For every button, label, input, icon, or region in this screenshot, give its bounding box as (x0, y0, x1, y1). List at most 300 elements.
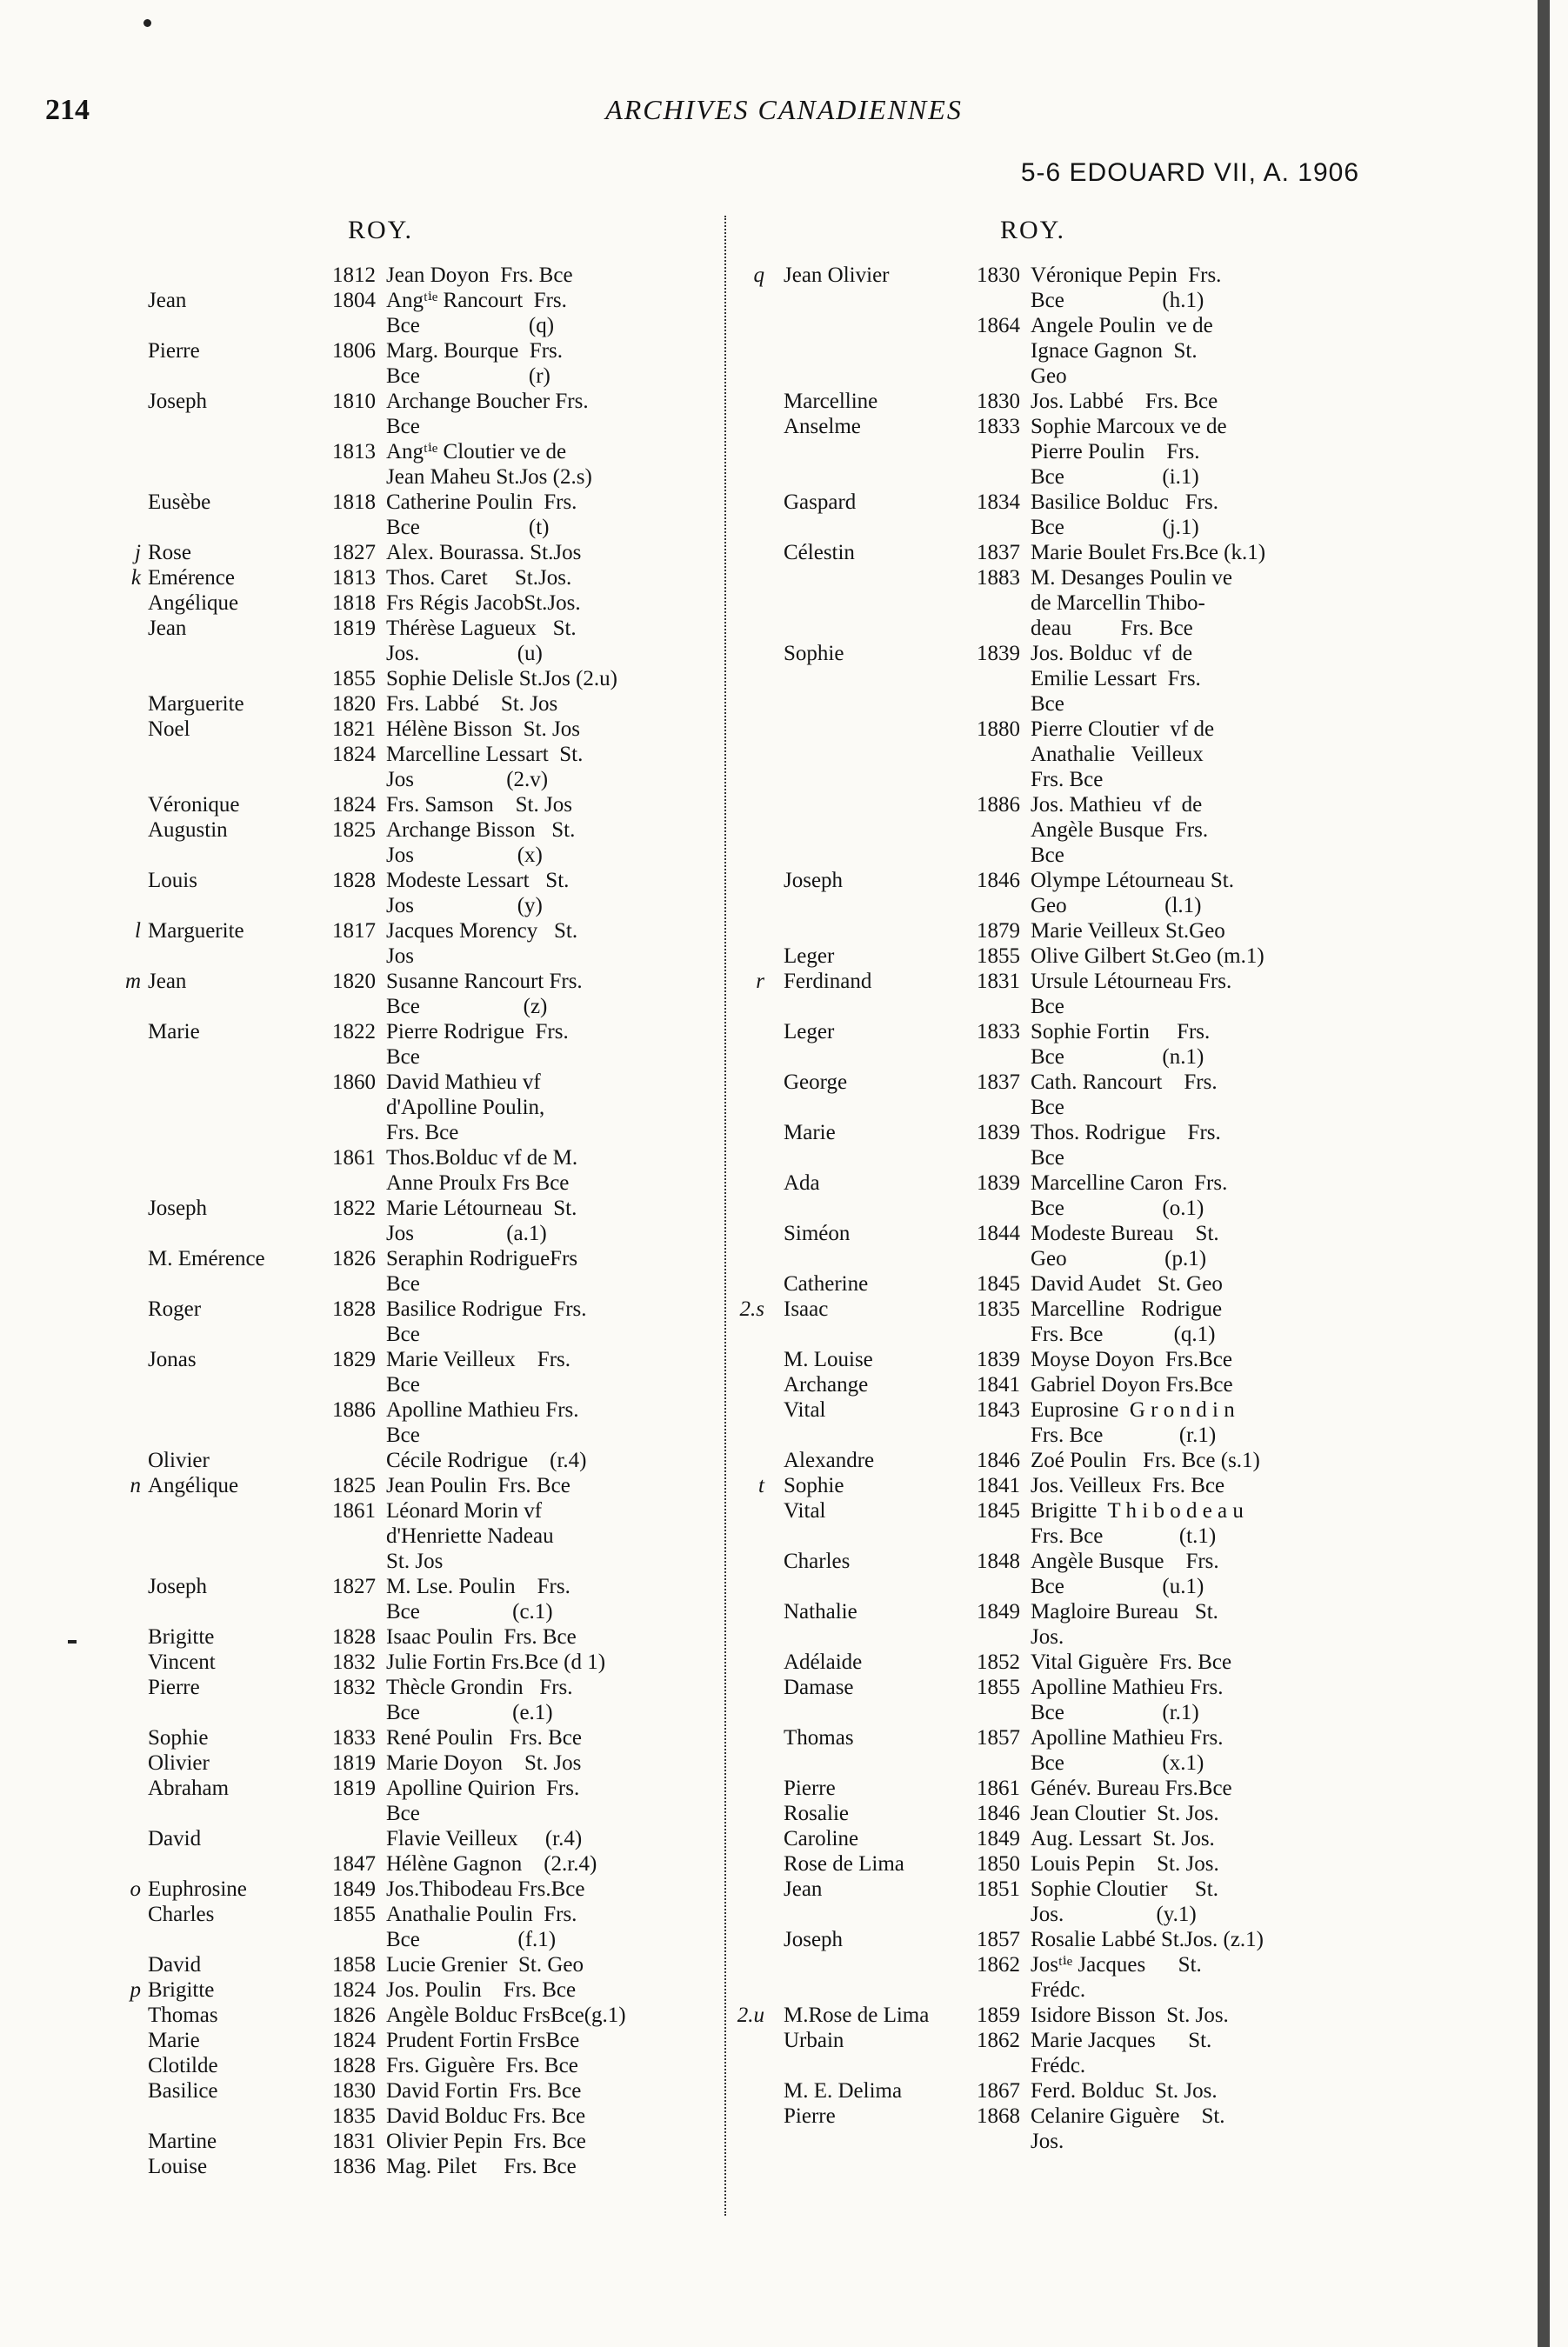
session-line: 5-6 EDOUARD VII, A. 1906 (1020, 158, 1359, 187)
child-name: Célestin (784, 541, 855, 564)
record-line (332, 288, 715, 313)
record-line (332, 1019, 715, 1044)
marriage-record (977, 1347, 1359, 1372)
child-name: Vital (784, 1398, 826, 1422)
child-name: Pierre (148, 339, 200, 363)
record-line (332, 1776, 715, 1801)
record-line (977, 2003, 1359, 2028)
child-name: Marie (148, 2029, 200, 2052)
record-line (332, 1826, 715, 1851)
genealogy-entry (35, 868, 722, 918)
child-name: Alexandre (784, 1449, 875, 1472)
marriage-record (977, 1549, 1359, 1599)
spouse-and-parish: Isidore Bisson St. Jos. (1031, 2004, 1229, 2027)
genealogy-entry (35, 1246, 722, 1297)
marriage-record (332, 1952, 715, 1977)
child-name: David (148, 1953, 202, 1977)
marriage-year: 1828 (332, 869, 376, 892)
child-name: Louise (148, 2155, 208, 2178)
spouse-and-parish: Marie Veilleux Frs. (386, 1348, 571, 1371)
marriage-year: 1819 (332, 1751, 376, 1775)
spouse-and-parish: Susanne Rancourt Frs. (386, 970, 583, 993)
record-line (332, 540, 715, 565)
record-continuation: Anathalie Veilleux (1031, 743, 1204, 766)
spouse-and-parish: Jean Poulin Frs. Bce (386, 1474, 570, 1497)
genealogy-entry (735, 1650, 1370, 1675)
spouse-and-parish: Cécile Rodrigue (r.4) (386, 1449, 587, 1472)
cross-reference-mark: o (130, 1877, 141, 1901)
spouse-and-parish: Aug. Lessart St. Jos. (1031, 1827, 1215, 1850)
genealogy-entry (35, 288, 722, 338)
child-name: Basilice (148, 2079, 218, 2103)
spouse-and-parish: Angᵗⁱᵉ Rancourt Frs. (386, 289, 567, 312)
marriage-year: 1837 (977, 1070, 1020, 1094)
child-name: Eusèbe (148, 490, 211, 514)
spouse-and-parish: Hélène Bisson St. Jos (386, 717, 580, 741)
marriage-record (977, 1927, 1359, 1952)
marriage-year: 1851 (977, 1877, 1020, 1901)
marriage-record (977, 490, 1359, 540)
spouse-and-parish: Alex. Bourassa. St.Jos (386, 541, 582, 564)
record-continuation: Jos. (u) (386, 642, 543, 665)
marriage-record (977, 1120, 1359, 1170)
marriage-year: 1828 (332, 1625, 376, 1649)
record-line (332, 1877, 715, 1902)
record-continuation: Jos (x) (386, 843, 543, 867)
marriage-record (977, 1599, 1359, 1650)
genealogy-entry (735, 1372, 1370, 1397)
record-line (332, 1196, 715, 1221)
marriage-year: 1804 (332, 289, 376, 312)
genealogy-entry (35, 1877, 722, 1902)
genealogy-entry (35, 717, 722, 742)
record-continuation: Frédc. (1031, 2054, 1086, 2077)
spouse-and-parish: Olivier Pepin Frs. Bce (386, 2130, 586, 2153)
record-continuation: Bce (u.1) (1031, 1575, 1204, 1598)
child-name: Leger (784, 944, 835, 968)
record-line (977, 1221, 1359, 1246)
child-name: Thomas (148, 2004, 218, 2027)
spouse-and-parish: Anathalie Poulin Frs. (386, 1903, 577, 1926)
child-name: Marie (148, 1020, 200, 1043)
marriage-year: 1813 (332, 566, 376, 590)
genealogy-entry (735, 1297, 1370, 1347)
child-name: Marie (784, 1121, 836, 1144)
marriage-year: 1831 (332, 2130, 376, 2153)
marriage-record (332, 666, 715, 691)
genealogy-entry (35, 1750, 722, 1776)
child-name: Roger (148, 1297, 202, 1321)
spouse-and-parish: Vital Giguère Frs. Bce (1031, 1650, 1232, 1674)
record-continuation: Jos. (1031, 1625, 1064, 1649)
spouse-and-parish: Apolline Mathieu Frs. (1031, 1726, 1224, 1750)
genealogy-entry (35, 1851, 722, 1877)
spouse-and-parish: Modeste Bureau St. (1031, 1222, 1219, 1245)
genealogy-entry (735, 1019, 1370, 1070)
record-line (977, 1650, 1359, 1675)
marriage-year: 1826 (332, 2004, 376, 2027)
genealogy-entry (735, 969, 1370, 1019)
genealogy-entry (35, 263, 722, 288)
marriage-year: 1827 (332, 1575, 376, 1598)
record-line (977, 1826, 1359, 1851)
marriage-year: 1825 (332, 1474, 376, 1497)
genealogy-entry (35, 616, 722, 666)
spouse-and-parish: Léonard Morin vf (386, 1499, 543, 1523)
spouse-and-parish: Thérèse Lagueux St. (386, 617, 577, 640)
marriage-record (332, 1977, 715, 2003)
child-name: Noel (148, 717, 190, 741)
genealogy-entry (35, 1070, 722, 1145)
child-name: Marcelline (784, 390, 878, 413)
marriage-record (332, 918, 715, 969)
marriage-year: 1830 (977, 263, 1020, 287)
record-line (332, 1347, 715, 1372)
marriage-year: 1839 (977, 1348, 1020, 1371)
record-line (977, 1473, 1359, 1498)
marriage-record (332, 1650, 715, 1675)
marriage-year: 1831 (977, 970, 1020, 993)
record-line (977, 717, 1359, 742)
marriage-record (977, 2003, 1359, 2028)
marriage-year: 1879 (977, 919, 1020, 943)
record-continuation: Jos. (1031, 2130, 1064, 2153)
spouse-and-parish: René Poulin Frs. Bce (386, 1726, 582, 1750)
marriage-year: 1821 (332, 717, 376, 741)
marriage-year: 1846 (977, 1449, 1020, 1472)
marriage-year: 1830 (977, 390, 1020, 413)
record-line (977, 641, 1359, 666)
record-line (332, 717, 715, 742)
column-heading-left: ROY. (348, 216, 413, 244)
record-continuation: St. Jos (386, 1550, 444, 1573)
record-continuation: Geo (p.1) (1031, 1247, 1207, 1270)
column-divider (724, 216, 726, 2216)
marriage-record (332, 565, 715, 590)
marriage-record (332, 2053, 715, 2078)
spouse-and-parish: Thos.Bolduc vf de M. (386, 1146, 578, 1170)
child-name: Jean (148, 289, 187, 312)
child-name: Joseph (148, 1197, 208, 1220)
spouse-and-parish: Euprosine G r o n d i n (1031, 1398, 1235, 1422)
marriage-year: 1836 (332, 2155, 376, 2178)
spouse-and-parish: Sophie Fortin Frs. (1031, 1020, 1211, 1043)
marriage-year: 1847 (332, 1852, 376, 1876)
spouse-and-parish: Isaac Poulin Frs. Bce (386, 1625, 577, 1649)
record-continuation: Bce (386, 1323, 420, 1346)
record-line (977, 868, 1359, 893)
record-continuation: Ignace Gagnon St. (1031, 339, 1198, 363)
record-line (977, 1675, 1359, 1700)
record-continuation: Bce (j.1) (1031, 516, 1199, 539)
child-name: Adélaide (784, 1650, 863, 1674)
genealogy-entry (735, 868, 1370, 918)
genealogy-entry (735, 1851, 1370, 1877)
record-line (977, 1070, 1359, 1095)
record-continuation: Jos (2.v) (386, 768, 549, 791)
marriage-record (332, 590, 715, 616)
spouse-and-parish: Archange Boucher Frs. (386, 390, 589, 413)
child-name: M.Rose de Lima (784, 2004, 930, 2027)
spouse-and-parish: Modeste Lessart St. (386, 869, 570, 892)
genealogy-entry (735, 1725, 1370, 1776)
marriage-record (977, 1675, 1359, 1725)
column-heading-right: ROY. (1000, 216, 1065, 244)
record-line (977, 1271, 1359, 1297)
marriage-record (332, 1902, 715, 1952)
marriage-year: 1833 (977, 415, 1020, 438)
marriage-record (332, 1397, 715, 1448)
record-continuation: Bce (1031, 1096, 1064, 1119)
spouse-and-parish: Hélène Gagnon (2.r.4) (386, 1852, 597, 1876)
marriage-year: 1846 (977, 869, 1020, 892)
record-line (977, 1549, 1359, 1574)
marriage-record (977, 717, 1359, 792)
marriage-year: 1820 (332, 970, 376, 993)
record-line (977, 540, 1359, 565)
marriage-year: 1855 (332, 1903, 376, 1926)
spouse-and-parish: Cath. Rancourt Frs. (1031, 1070, 1218, 1094)
marriage-year: 1860 (332, 1070, 376, 1094)
marriage-record (332, 1196, 715, 1246)
cross-reference-mark: 2.s (739, 1297, 764, 1321)
spouse-and-parish: Brigitte T h i b o d e a u (1031, 1499, 1244, 1523)
spouse-and-parish: Marie Doyon St. Jos (386, 1751, 582, 1775)
genealogy-entry (35, 2028, 722, 2053)
genealogy-entry (735, 2003, 1370, 2028)
marriage-year: 1839 (977, 1171, 1020, 1195)
marriage-record (977, 969, 1359, 1019)
genealogy-entry (35, 817, 722, 868)
marriage-record (977, 2078, 1359, 2104)
genealogy-entry (35, 969, 722, 1019)
spouse-and-parish: Flavie Veilleux (r.4) (386, 1827, 583, 1850)
record-line (977, 2104, 1359, 2129)
marriage-year: 1834 (977, 490, 1020, 514)
record-continuation: Jos (y) (386, 894, 543, 917)
marriage-record (332, 2154, 715, 2179)
spouse-and-parish: Génév. Bureau Frs.Bce (1031, 1777, 1232, 1800)
child-name: Joseph (148, 1575, 208, 1598)
record-line (977, 1397, 1359, 1423)
record-line (332, 590, 715, 616)
record-line (332, 1650, 715, 1675)
spouse-and-parish: Pierre Cloutier vf de (1031, 717, 1215, 741)
child-name: Charles (784, 1550, 851, 1573)
marriage-record (332, 792, 715, 817)
genealogy-entry (735, 565, 1370, 641)
record-continuation: Bce (386, 1045, 420, 1069)
marriage-year: 1828 (332, 2054, 376, 2077)
genealogy-entry (35, 1952, 722, 1977)
marriage-year: 1868 (977, 2104, 1020, 2128)
record-line (332, 490, 715, 515)
genealogy-entry (35, 1347, 722, 1397)
record-continuation: Frs. Bce (386, 1121, 459, 1144)
record-continuation: Geo (l.1) (1031, 894, 1202, 917)
genealogy-entry (35, 666, 722, 691)
record-continuation: Geo (1031, 364, 1067, 388)
record-line (977, 1170, 1359, 1196)
child-name: Gaspard (784, 490, 857, 514)
marriage-record (332, 1448, 715, 1473)
record-continuation: Frs. Bce (q.1) (1031, 1323, 1216, 1346)
child-name: Emérence (148, 566, 235, 590)
genealogy-entry (35, 1725, 722, 1750)
marriage-year: 1829 (332, 1348, 376, 1371)
genealogy-entry (735, 2104, 1370, 2154)
marriage-record (332, 817, 715, 868)
record-continuation: Bce (q) (386, 314, 555, 337)
marriage-year: 1845 (977, 1499, 1020, 1523)
record-line (977, 1877, 1359, 1902)
marriage-record (332, 616, 715, 666)
record-line (332, 1902, 715, 1927)
genealogy-entry (35, 1473, 722, 1498)
marriage-year: 1812 (332, 263, 376, 287)
marriage-year: 1827 (332, 541, 376, 564)
spouse-and-parish: M. Lse. Poulin Frs. (386, 1575, 570, 1598)
spouse-and-parish: Marcelline Lessart St. (386, 743, 584, 766)
spouse-and-parish: Sophie Marcoux ve de (1031, 415, 1227, 438)
marriage-year: 1880 (977, 717, 1020, 741)
genealogy-entry (735, 1776, 1370, 1801)
cross-reference-mark: 2.u (737, 2004, 764, 2027)
genealogy-entry (35, 540, 722, 565)
record-continuation: Bce (o.1) (1031, 1197, 1204, 1220)
record-line (332, 1574, 715, 1599)
marriage-year: 1822 (332, 1197, 376, 1220)
spouse-and-parish: Frs. Samson St. Jos (386, 793, 572, 817)
genealogy-entry (735, 1271, 1370, 1297)
record-continuation: Frs. Bce (1031, 768, 1104, 791)
genealogy-entry (735, 1498, 1370, 1549)
marriage-year: 1855 (977, 944, 1020, 968)
spouse-and-parish: Jean Cloutier St. Jos. (1031, 1802, 1219, 1825)
child-name: Thomas (784, 1726, 854, 1750)
record-continuation: Bce (386, 1802, 420, 1825)
record-line (977, 2078, 1359, 2104)
genealogy-entry (35, 1145, 722, 1196)
record-line (332, 1498, 715, 1524)
record-line (332, 1750, 715, 1776)
marriage-year: 1862 (977, 2029, 1020, 2052)
child-name: M. Emérence (148, 1247, 265, 1270)
marriage-record (977, 1221, 1359, 1271)
marriage-year: 1855 (332, 667, 376, 690)
record-line (332, 666, 715, 691)
marriage-year: 1820 (332, 692, 376, 716)
genealogy-entry (735, 1221, 1370, 1271)
child-name: Vital (784, 1499, 826, 1523)
record-line (332, 1145, 715, 1170)
record-line (332, 1246, 715, 1271)
record-continuation: Bce (c.1) (386, 1600, 553, 1624)
child-name: Martine (148, 2130, 217, 2153)
marriage-year: 1861 (332, 1146, 376, 1170)
cross-reference-mark: l (135, 919, 141, 943)
marriage-record (332, 288, 715, 338)
record-line (332, 1397, 715, 1423)
genealogy-entry (35, 1297, 722, 1347)
child-name: David (148, 1827, 202, 1850)
record-line (977, 1297, 1359, 1322)
record-continuation: Bce (h.1) (1031, 289, 1204, 312)
child-name: Rosalie (784, 1802, 849, 1825)
record-continuation: Bce (r.1) (1031, 1701, 1199, 1724)
marriage-record (977, 1650, 1359, 1675)
record-continuation: Jean Maheu St.Jos (2.s) (386, 465, 592, 489)
record-line (977, 1851, 1359, 1877)
record-line (332, 1977, 715, 2003)
marriage-record (332, 1675, 715, 1725)
record-line (332, 1448, 715, 1473)
spouse-and-parish: Angele Poulin ve de (1031, 314, 1213, 337)
genealogy-entry (35, 389, 722, 439)
marriage-record (332, 389, 715, 439)
marriage-record (332, 2104, 715, 2129)
child-name: Brigitte (148, 1978, 215, 2002)
marriage-record (977, 868, 1359, 918)
spouse-and-parish: Thos. Caret St.Jos. (386, 566, 572, 590)
marriage-record (977, 414, 1359, 490)
record-line (332, 2129, 715, 2154)
genealogy-entry (35, 1624, 722, 1650)
spouse-and-parish: Lucie Grenier St. Geo (386, 1953, 584, 1977)
child-name: Clotilde (148, 2054, 218, 2077)
child-name: Jean (784, 1877, 823, 1901)
marriage-year: 1844 (977, 1222, 1020, 1245)
marriage-record (332, 2129, 715, 2154)
genealogy-entry (35, 590, 722, 616)
marriage-record (332, 1826, 715, 1851)
genealogy-entry (735, 263, 1370, 313)
marriage-year: 1852 (977, 1650, 1020, 1674)
marriage-record (977, 389, 1359, 414)
record-continuation: Bce (z) (386, 995, 548, 1018)
spouse-and-parish: Louis Pepin St. Jos. (1031, 1852, 1219, 1876)
child-name: Augustin (148, 818, 228, 842)
spouse-and-parish: Ursule Létourneau Frs. (1031, 970, 1232, 993)
spouse-and-parish: Pierre Rodrigue Frs. (386, 1020, 569, 1043)
spouse-and-parish: Marcelline Caron Frs. (1031, 1171, 1228, 1195)
marriage-year: 1839 (977, 1121, 1020, 1144)
record-line (977, 1952, 1359, 1977)
spouse-and-parish: Jos. Mathieu vf de (1031, 793, 1203, 817)
genealogy-entry (35, 490, 722, 540)
spouse-and-parish: M. Desanges Poulin ve (1031, 566, 1232, 590)
spouse-and-parish: Frs. Labbé St. Jos (386, 692, 558, 716)
genealogy-entry (35, 2154, 722, 2179)
genealogy-entry (35, 1448, 722, 1473)
record-line (977, 414, 1359, 439)
marriage-year: 1859 (977, 2004, 1020, 2027)
record-line (977, 1927, 1359, 1952)
marriage-year: 1846 (977, 1802, 1020, 1825)
genealogy-entry (735, 1397, 1370, 1448)
spouse-and-parish: Rosalie Labbé St.Jos. (z.1) (1031, 1928, 1264, 1951)
marriage-record (332, 2028, 715, 2053)
marriage-year: 1832 (332, 1650, 376, 1674)
child-name: Pierre (784, 1777, 836, 1800)
marriage-year: 1849 (977, 1600, 1020, 1624)
record-line (332, 868, 715, 893)
marriage-record (977, 792, 1359, 868)
marriage-record (332, 1070, 715, 1145)
child-name: Damase (784, 1676, 854, 1699)
spouse-and-parish: Angèle Bolduc FrsBce(g.1) (386, 2004, 626, 2027)
spouse-and-parish: Ferd. Bolduc St. Jos. (1031, 2079, 1218, 2103)
